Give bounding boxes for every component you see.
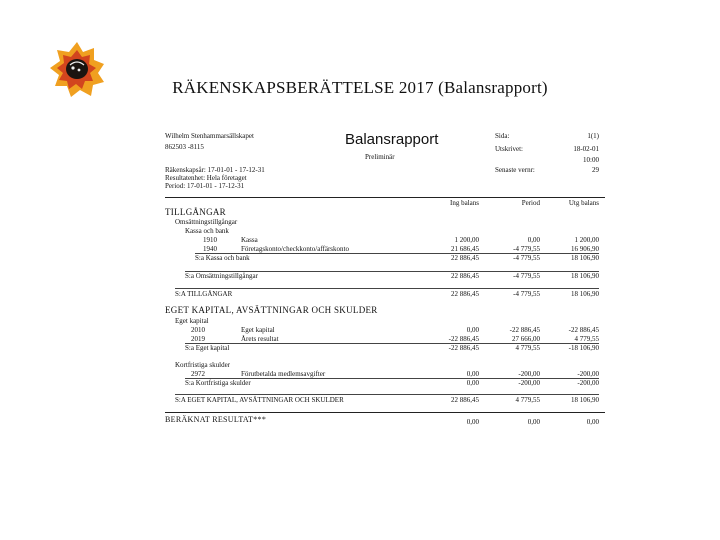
short-liabilities-label: Kortfristiga skulder [175,361,231,369]
voucher-value: 29 [592,166,599,174]
result-divider [165,412,605,413]
printed-label: Utskrivet: [495,145,523,153]
voucher-label: Senaste vernr: [495,166,535,174]
slide-title: RÄKENSKAPSBERÄTTELSE 2017 (Balansrapport) [172,78,548,97]
printed-time: 10:00 [583,156,599,164]
page-label: Sida: [495,132,510,140]
col-header-ing: Ing balans [450,199,479,207]
result-unit: Resultatenhet: Hela företaget [165,174,247,182]
report-period: Period: 17-01-01 - 17-12-31 [165,182,245,190]
current-assets-label: Omsättningstillgångar [175,218,238,226]
equity-label: Eget kapital [175,317,209,325]
report-title: Balansrapport [345,131,439,148]
page-value: 1(1) [587,132,599,140]
cash-bank-label: Kassa och bank [185,227,229,235]
org-name: Wilhelm Stenhammarsällskapet [165,132,254,140]
col-header-utg: Utg balans [568,199,599,207]
fiscal-year: Räkenskapsår: 17-01-01 - 17-12-31 [165,166,265,174]
printed-date: 18-02-01 [573,145,599,153]
total-line [175,288,599,289]
assets-heading: TILLGÅNGAR [165,207,226,217]
col-header-period: Period [521,199,540,207]
header-divider [165,197,605,198]
report-subtitle: Preliminär [365,153,395,161]
org-number: 862503 -8115 [165,143,204,151]
total-line [175,394,599,395]
equity-heading: EGET KAPITAL, AVSÄTTNINGAR OCH SKULDER [165,305,378,315]
